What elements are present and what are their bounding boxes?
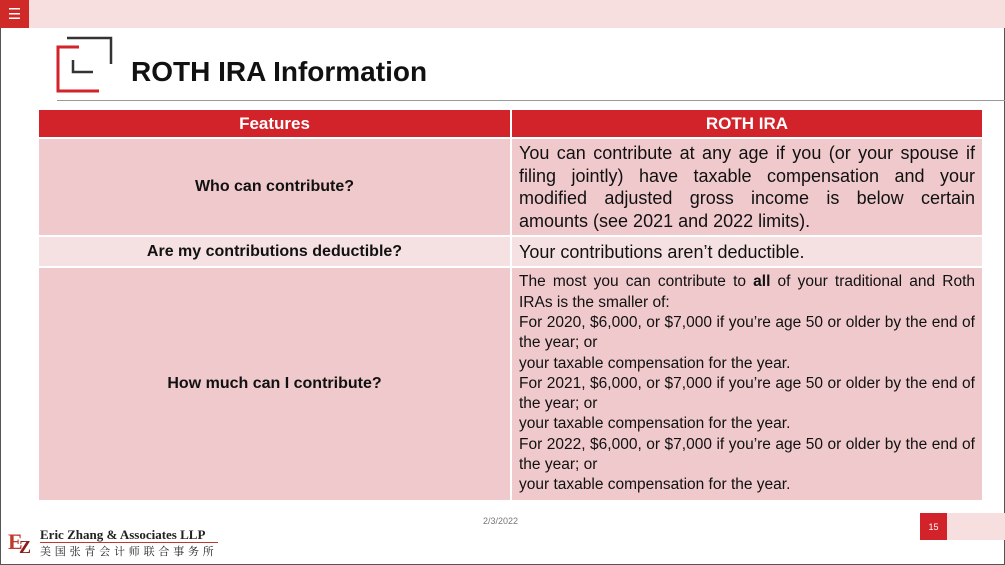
page-number-band	[947, 513, 1005, 540]
feature-cell: Who can contribute?	[39, 138, 511, 236]
company-logo-icon	[7, 525, 37, 555]
hamburger-menu-button[interactable]	[0, 0, 29, 28]
table-row	[39, 138, 982, 236]
feature-cell: How much can I contribute?	[39, 267, 511, 500]
answer-cell: You can contribute at any age if you (or your spouse if filing jointly) have taxable compensation and your modified adjusted gross income is below certain amounts (see 2021 and 2022 limits).	[511, 138, 982, 236]
answer-line: your taxable compensation for the year.	[519, 476, 791, 494]
table-header-row	[39, 110, 982, 138]
answer-intro: The most you can contribute to all of your traditional and Roth IRAs is the smaller of:	[519, 273, 976, 311]
column-header-features: Features	[39, 110, 511, 138]
column-header-roth-ira: ROTH IRA	[511, 110, 982, 138]
company-name: Eric Zhang & Associates LLP	[40, 527, 206, 542]
page-title: ROTH IRA Information	[131, 56, 428, 87]
answer-intro-emphasis: all	[753, 273, 771, 291]
page-number: 15	[920, 513, 947, 540]
slide-date: 2/3/2022	[483, 516, 519, 526]
answer-line: your taxable compensation for the year.	[519, 415, 791, 433]
svg-text:E: E	[8, 529, 23, 554]
title-divider	[57, 100, 1005, 101]
feature-cell: Are my contributions deductible?	[39, 236, 511, 267]
slide-logo-icon	[55, 34, 113, 94]
hamburger-menu-icon: ☰	[7, 6, 22, 23]
answer-line: For 2021, $6,000, or $7,000 if you’re age 50 or older by the end of the year; or	[519, 374, 975, 413]
answer-line: your taxable compensation for the year.	[519, 354, 791, 372]
svg-text:Z: Z	[19, 537, 32, 555]
company-name-chinese: 美国张青会计师联合事务所	[40, 545, 218, 558]
answer-cell: Your contributions aren’t deductible.	[511, 236, 982, 267]
top-toolbar	[0, 0, 1005, 28]
company-brand	[7, 523, 227, 559]
roth-ira-table	[39, 110, 982, 500]
table-row	[39, 236, 982, 267]
answer-cell	[511, 267, 982, 500]
answer-line: For 2022, $6,000, or $7,000 if you’re age 50 or older by the end of the year; or	[519, 435, 975, 474]
table-row	[39, 267, 982, 500]
answer-line: For 2020, $6,000, or $7,000 if you’re age 50 or older by the end of the year; or	[519, 313, 975, 352]
